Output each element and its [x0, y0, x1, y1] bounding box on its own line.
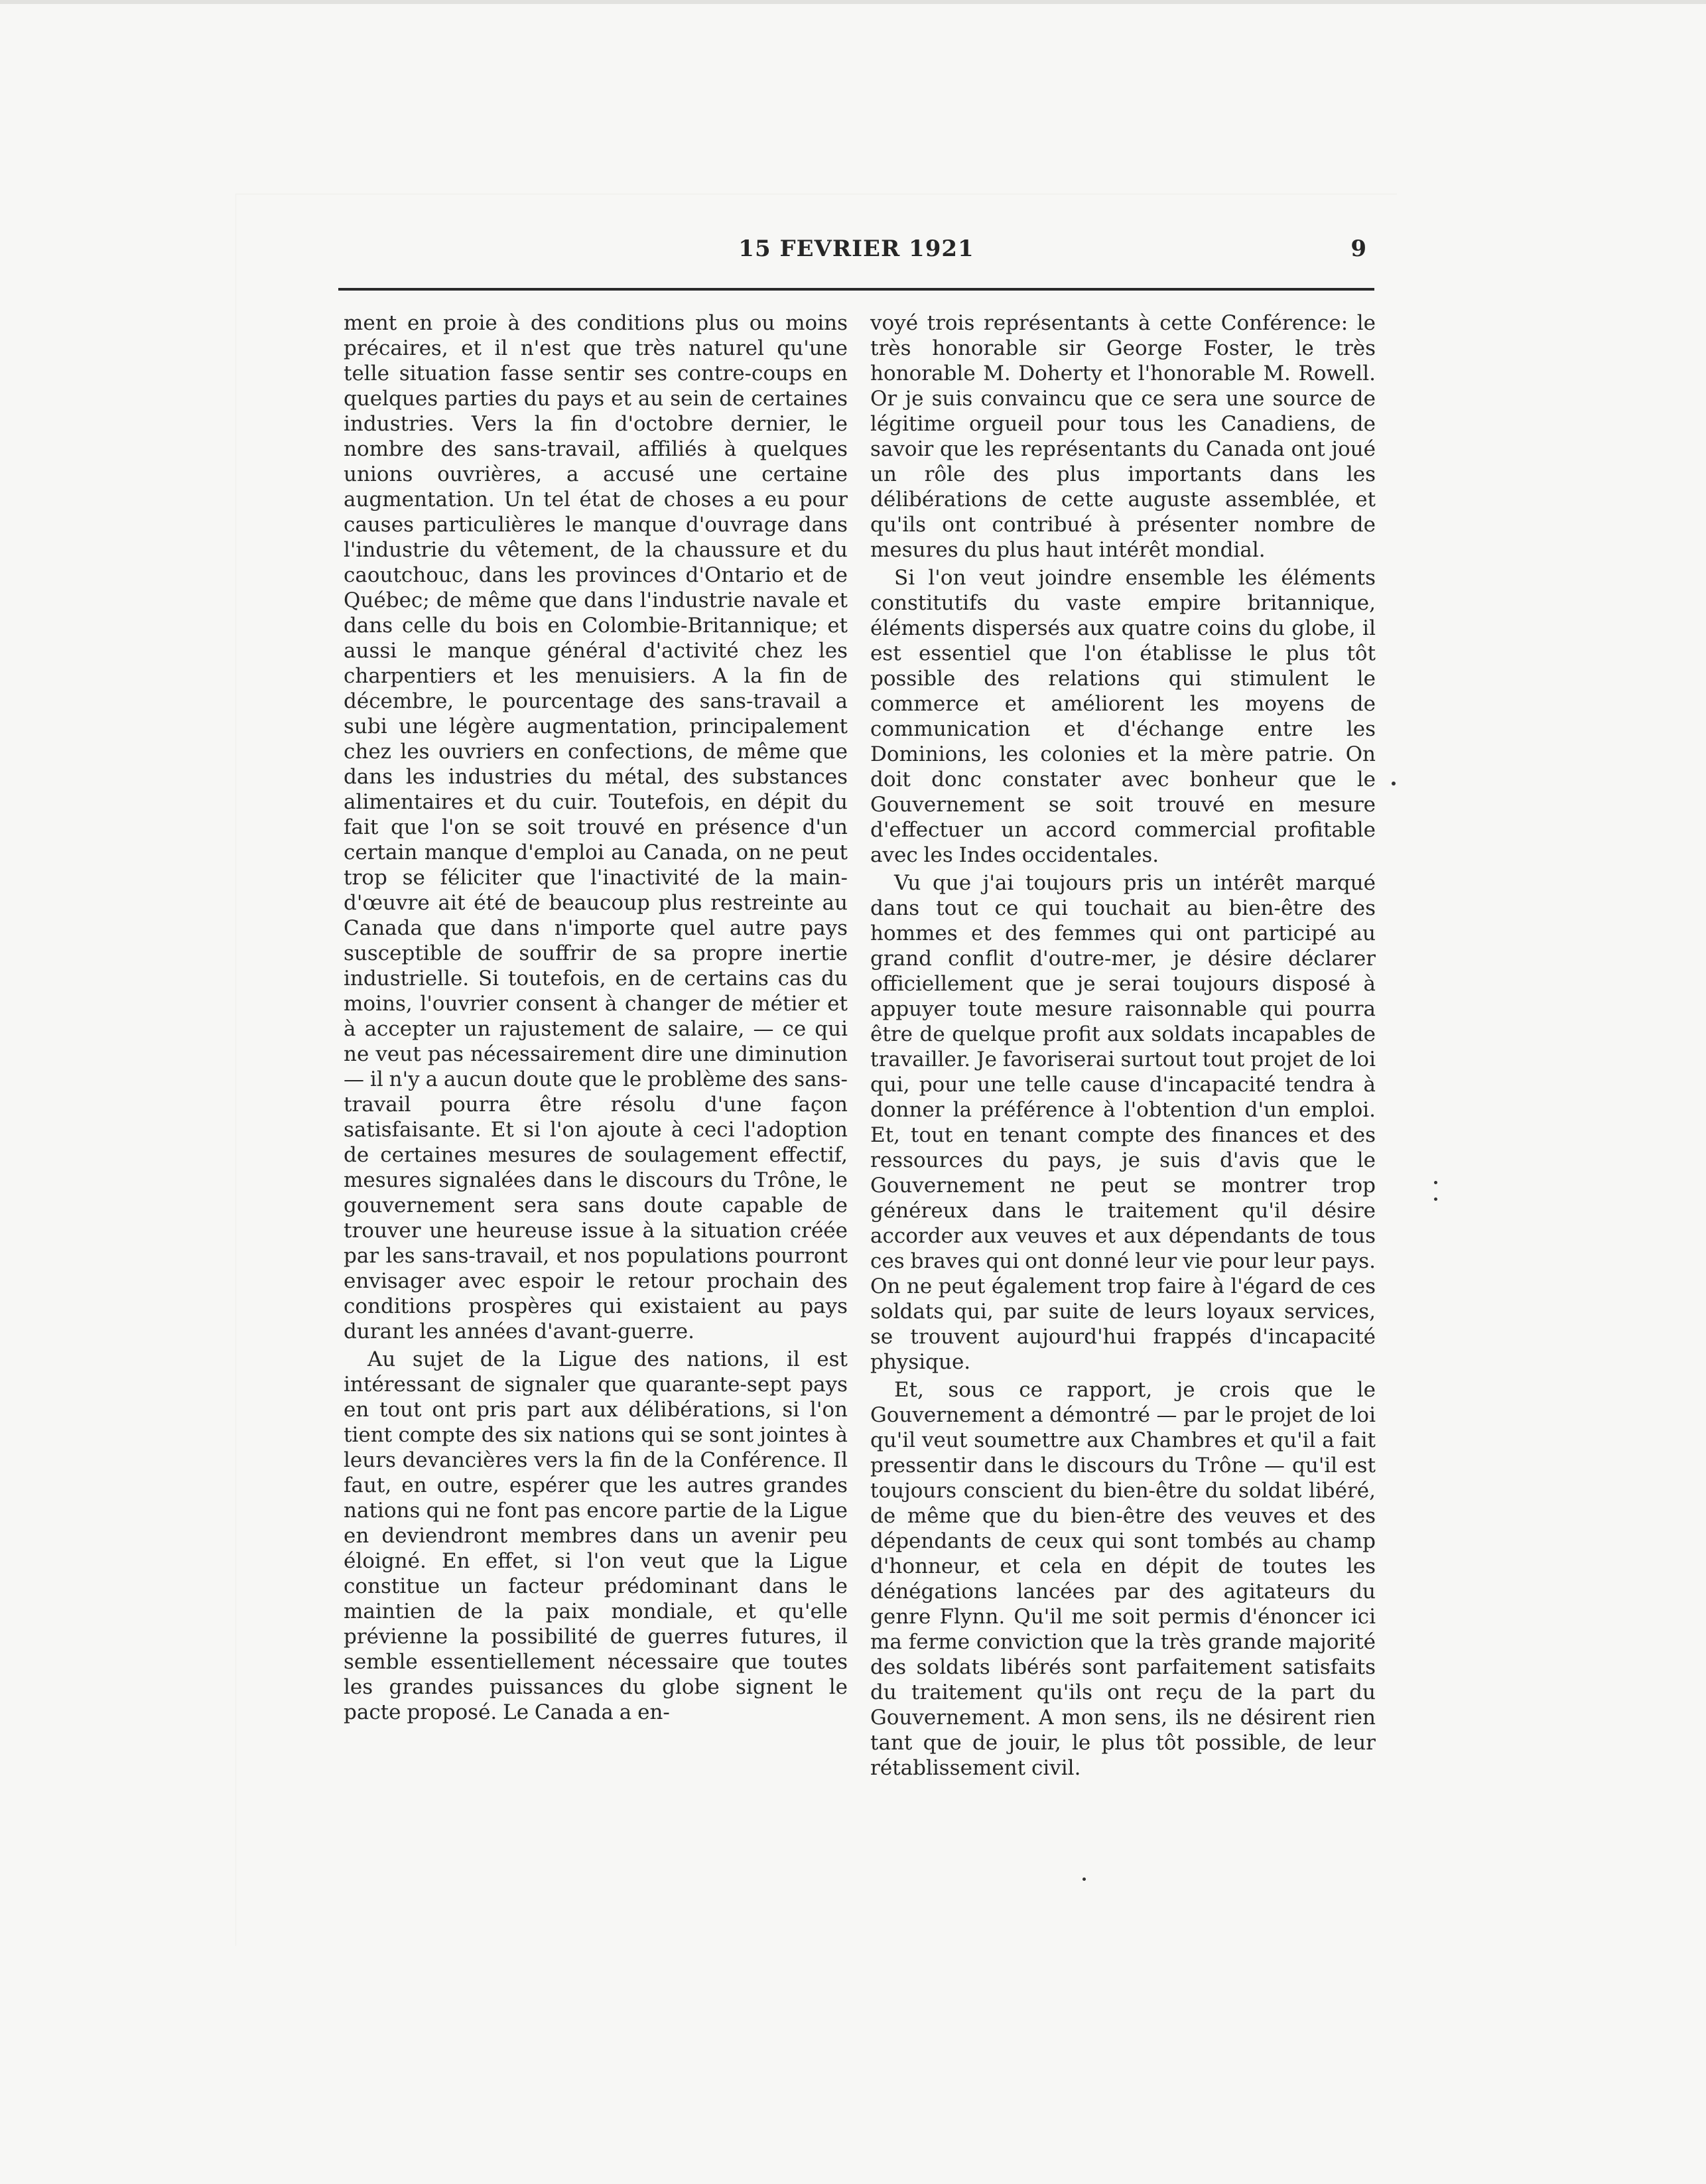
right-column — [870, 310, 1376, 1781]
paragraph: Au sujet de la Ligue des nations, il est intéressant de signaler que quarante-sept pays en tout ont pris part aux délibérations, si l'on tient compte des six nations qui se sont jointes à leurs devancières vers la fin de la Conférence. Il faut, en outre, espérer que les autres grandes nations qui ne font pas encore partie de la Ligue en deviendront membres dans un avenir peu éloigné. En effet, si l'on veut que la Ligue constitue un facteur prédominant dans le maintien de la paix mondiale, et qu'elle prévienne la possibilité de guerres futures, il semble essentiellement nécessaire que toutes les grandes puissances du globe signent le pacte proposé. Le Canada a en- — [344, 1347, 848, 1724]
scan-speck — [1434, 1181, 1437, 1184]
left-column — [344, 310, 848, 1725]
scan-speck — [1434, 1197, 1437, 1201]
page-date: 15 FEVRIER 1921 — [738, 236, 974, 262]
running-head — [338, 236, 1374, 275]
page-number: 9 — [1350, 236, 1366, 262]
scan-speck — [1083, 1877, 1086, 1881]
paragraph: Vu que j'ai toujours pris un intérêt marqué dans tout ce qui touchait au bien-être des hommes et des femmes qui ont participé au grand conflit d'outre-mer, je désire déclarer officiellement que je serai toujours disposé à appuyer toute mesure raisonnable qui pourra être de quelque profit aux soldats incapables de travailler. Je favoriserai surtout tout projet de loi qui, pour une telle cause d'incapacité tendra à donner la préférence à l'obtention d'un emploi. Et, tout en tenant compte des finances et des ressources du pays, je suis d'avis que le Gouvernement ne peut se montrer trop généreux dans le traitement qu'il désire accorder aux veuves et aux dépendants de tous ces braves qui ont donné leur vie pour leur pays. On ne peut également trop faire à l'égard de ces soldats qui, par suite de leurs loyaux services, se trouvent aujourd'hui frappés d'incapacité physique. — [870, 871, 1376, 1374]
paragraph: Si l'on veut joindre ensemble les éléments constitutifs du vaste empire britannique, éléments dispersés aux quatre coins du globe, il est essentiel que l'on établisse le plus tôt possible des relations qui stimulent le commerce et améliorent les moyens de communication et d'échange entre les Dominions, les colonies et la mère patrie. On doit donc constater avec bonheur que le Gouvernement se soit trouvé en mesure d'effectuer un accord commercial profitable avec les Indes occidentales. — [870, 566, 1376, 867]
scan-speck — [1392, 782, 1396, 785]
paragraph: voyé trois représentants à cette Conférence: le très honorable sir George Foster, le très honorable M. Doherty et l'honorable M. Rowell. Or je suis convaincu que ce sera une source de légitime orgueil pour tous les Canadiens, de savoir que les représentants du Canada ont joué un rôle des plus importants dans les délibérations de cette auguste assemblée, et qu'ils ont contribué à présenter nombre de mesures du plus haut intérêt mondial. — [870, 311, 1376, 562]
paragraph: ment en proie à des conditions plus ou moins précaires, et il n'est que très naturel qu'une telle situation fasse sentir ses contre-coups en quelques parties du pays et au sein de certaines industries. Vers la fin d'octobre dernier, le nombre des sans-travail, affiliés à quelques unions ouvrières, a accusé une certaine augmentation. Un tel état de choses a eu pour causes particulières le manque d'ouvrage dans l'industrie du vêtement, de la chaussure et du caoutchouc, dans les provinces d'Ontario et de Québec; de même que dans l'industrie navale et dans celle du bois en Colombie-Britannique; et aussi le manque général d'activité chez les charpentiers et les menuisiers. A la fin de décembre, le pourcentage des sans-travail a subi une légère augmentation, principalement chez les ouvriers en confections, de même que dans les industries du métal, des substances alimentaires et du cuir. Toutefois, en dépit du fait que l'on se soit trouvé en présence d'un certain manque d'emploi au Canada, on ne peut trop se féliciter que l'inactivité de la main-d'œuvre ait été de beaucoup plus restreinte au Canada que dans n'importe quel autre pays susceptible de souffrir de sa propre inertie industrielle. Si toutefois, en de certains cas du moins, l'ouvrier consent à changer de métier et à accepter un rajustement de salaire, — ce qui ne veut pas nécessairement dire une diminution — il n'y a aucun doute que le problème des sans-travail pourra être résolu d'une façon satisfaisante. Et si l'on ajoute à ceci l'adoption de certaines mesures de soulagement effectif, mesures signalées dans le discours du Trône, le gouvernement sera sans doute capable de trouver une heureuse issue à la situation créée par les sans-travail, et nos populations pourront envisager avec espoir le retour prochain des conditions prospères qui existaient au pays durant les années d'avant-guerre. — [344, 311, 848, 1343]
scan-edge — [0, 0, 1706, 4]
header-rule — [338, 288, 1374, 291]
paragraph: Et, sous ce rapport, je crois que le Gouvernement a démontré — par le projet de loi qu'il veut soumettre aux Chambres et qu'il a fait pressentir dans le discours du Trône — qu'il est toujours conscient du bien-être du soldat libéré, de même que du bien-être des veuves et des dépendants de ceux qui sont tombés au champ d'honneur, et cela en dépit de toutes les dénégations lancées par des agitateurs du genre Flynn. Qu'il me soit permis d'énoncer ici ma ferme conviction que la très grande majorité des soldats libérés sont parfaitement satisfaits du traitement qu'ils ont reçu de la part du Gouvernement. A mon sens, ils ne désirent rien tant que de jouir, le plus tôt possible, de leur rétablissement civil. — [870, 1378, 1376, 1780]
